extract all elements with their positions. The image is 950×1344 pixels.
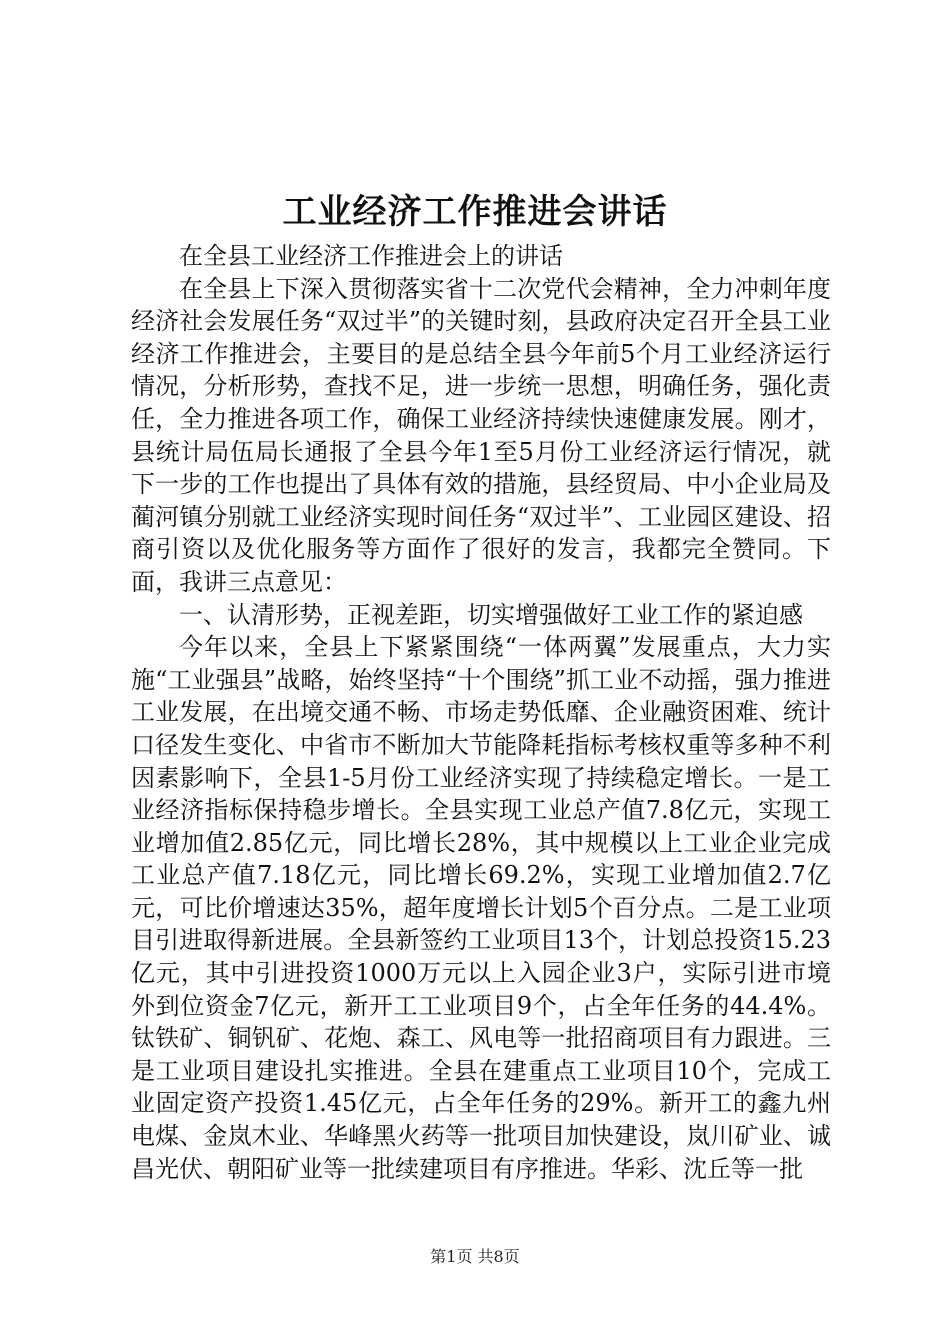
speech-subtitle: 在全县工业经济工作推进会上的讲话 bbox=[179, 242, 563, 270]
intro-paragraph: 在全县上下深入贯彻落实省十二次党代会精神，全力冲刺年度经济社会发展任务“双过半”的关键时刻，县政府决定召开全县工业经济工作推进会，主要目的是总结全县今年前5个月工业经济运行情况，分析形势，查找不足，进一步统一思想，明确任务，强化责任，全力推进各项工作，确保工业经济持续快速健康发展。刚才，县统计局伍局长通报了全县今年1至5月份工业经济运行情况，就下一步的工作也提出了具体有效的措施，县经贸局、中小企业局及蔺河镇分别就工业经济实现时间任务“双过半”、工业园区建设、招商引资以及优化服务等方面作了很好的发言，我都完全赞同。下面，我讲三点意见： bbox=[131, 274, 831, 596]
document-body bbox=[131, 240, 831, 1185]
section-heading-one: 一、认清形势，正视差距，切实增强做好工业工作的紧迫感 bbox=[179, 600, 803, 629]
page-footer: 第1页 共8页 bbox=[430, 1247, 520, 1266]
body-paragraph: 今年以来，全县上下紧紧围绕“一体两翼”发展重点，大力实施“工业强县”战略，始终坚持“十个围绕”抓工业不动摇，强力推进工业发展，在出境交通不畅、市场走势低靡、企业融资困难、统计口径发生变化、中省市不断加大节能降耗指标考核权重等多种不利因素影响下，全县1-5月份工业经济实现了持续稳定增长。一是工业经济指标保持稳步增长。全县实现工业总产值7.8亿元，实现工业增加值2.85亿元，同比增长28%，其中规模以上工业企业完成工业总产值7.18亿元，同比增长69.2%，实现工业增加值2.7亿元，可比价增速达35%，超年度增长计划5个百分点。二是工业项目引进取得新进展。全县新签约工业项目13个，计划总投资15.23亿元，其中引进投资1000万元以上入园企业3户，实际引进市境外到位资金7亿元，新开工工业项目9个，占全年任务的44.4%。钛铁矿、铜钒矿、花炮、森工、风电等一批招商项目有力跟进。三是工业项目建设扎实推进。全县在建重点工业项目10个，完成工业固定资产投资1.45亿元，占全年任务的29%。新开工的鑫九州电煤、金岚木业、华峰黑火药等一批项目加快建设，岚川矿业、诚昌光伏、朝阳矿业等一批续建项目有序推进。华彩、沈丘等一批 bbox=[131, 633, 831, 1183]
page-title: 工业经济工作推进会讲话 bbox=[282, 192, 668, 232]
